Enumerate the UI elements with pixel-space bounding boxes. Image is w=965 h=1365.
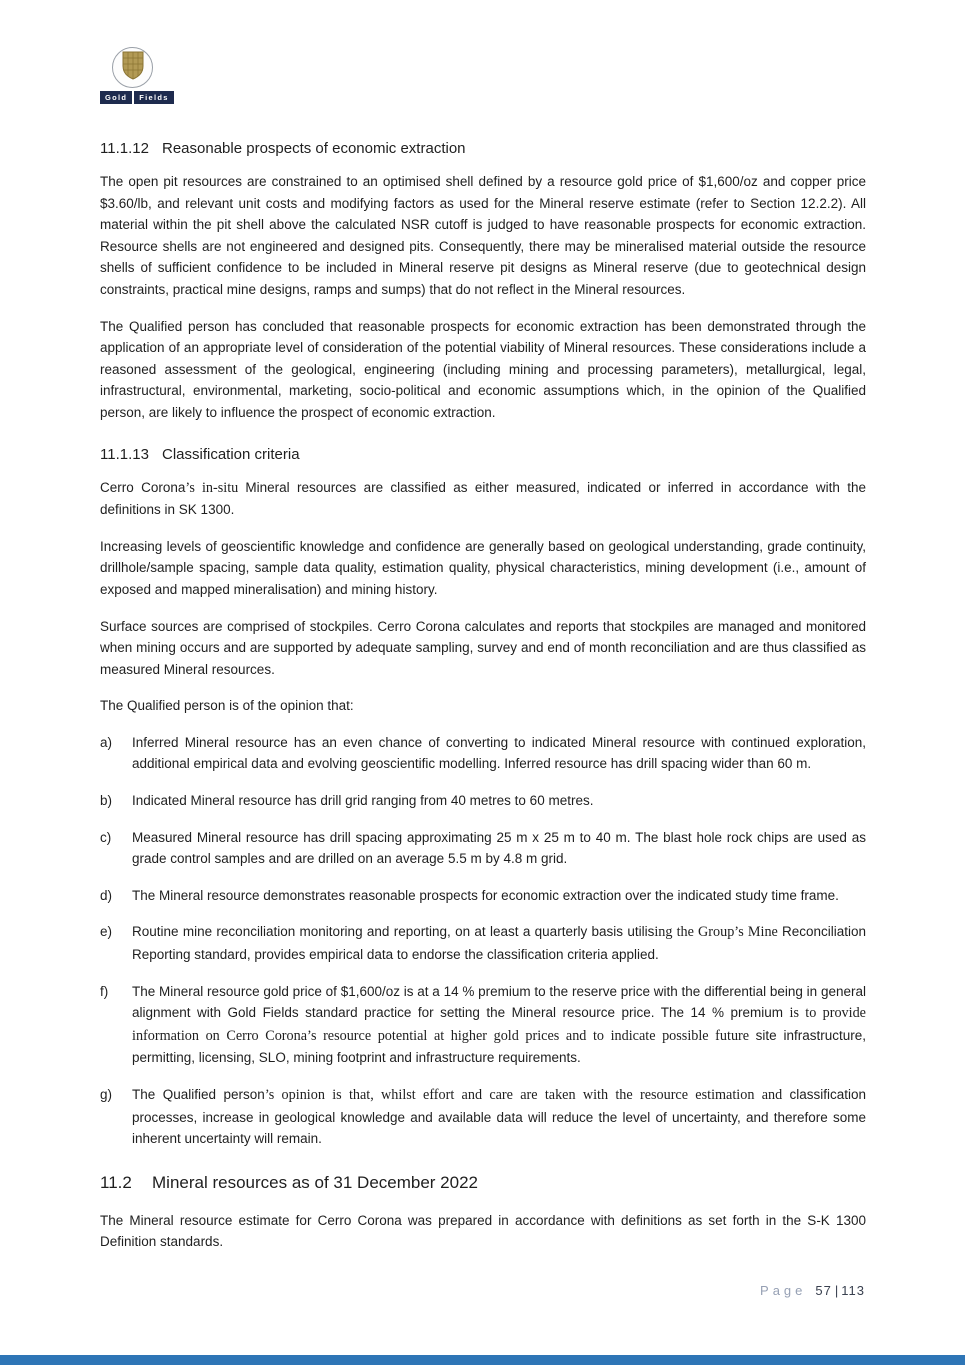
text-run: Routine mine reconciliation monitoring and reporting, on at least a quarterly basis utilis bbox=[132, 924, 655, 940]
text-run: Reconciliation Reporting standard, provides empirical data to endorse the classification criteria applied. bbox=[132, 924, 866, 963]
list-item-f bbox=[100, 981, 866, 1069]
paragraph-opinion-intro: The Qualified person is of the opinion that: bbox=[100, 698, 354, 714]
footer-page-label: Page bbox=[760, 1283, 807, 1298]
text-run-serif: ing the Group’s Mine bbox=[654, 924, 782, 941]
paragraph-open-pit-resources: The open pit resources are constrained to an optimised shell defined by a resource gold price of $1,600/oz and copper price $3.60/lb, and relevant unit costs and modifying factors as used for the Mineral reserve estimate (refer to Section 12.2.2). All material within the pit shell above the calculated NSR cutoff is judged to have reasonable prospects for economic extraction. Resource shells are not engineered and designed pits. Consequently, there may be mineralised material outside the resource shells of sufficient confidence to be included in Mineral reserve pit designs as Mineral reserve (due to geotechnical design constraints, practical mine designs, ramps and sumps) that do not reflect in the Mineral resources. bbox=[100, 174, 866, 297]
list-item-label: a) bbox=[100, 734, 113, 750]
section-number: 11.1.13 bbox=[100, 445, 149, 463]
list-item-b bbox=[100, 790, 866, 812]
section-number: 11.2 bbox=[100, 1172, 132, 1192]
footer-page-total: 113 bbox=[841, 1283, 865, 1298]
text-run: The Qualified person bbox=[132, 1087, 265, 1102]
list-item-g bbox=[100, 1084, 866, 1150]
logo-circle bbox=[112, 47, 153, 88]
gold-fields-logo bbox=[100, 47, 192, 104]
page-content bbox=[100, 0, 866, 1268]
list-item-label: g) bbox=[100, 1087, 113, 1102]
list-item-text: Indicated Mineral resource has drill grid ranging from 40 metres to 60 metres. bbox=[132, 793, 594, 809]
paragraph-qualified-person-concluded: The Qualified person has concluded that reasonable prospects for economic extraction has been demonstrated through the application of an appropriate level of consideration of the potential viability of Mineral resources. These considerations include a reasoned assessment of the geological, engineering (including mining and processing parameters), metallurgical, legal, infrastructural, environmental, marketing, socio-political and economic assumptions which, in the opinion of the Qualified person, are likely to influence the prospect of economic extraction. bbox=[100, 318, 866, 420]
text-run: Mineral resources are classified as either measured, indicated or inferred in accordance with the definitions in SK 1300. bbox=[100, 479, 866, 518]
text-run: Cerro Corona bbox=[100, 479, 186, 495]
list-item-text bbox=[132, 981, 866, 1069]
bottom-accent-bar bbox=[0, 1355, 965, 1365]
footer-page-number: 57 bbox=[815, 1283, 832, 1298]
paragraph-surface-sources: Surface sources are comprised of stockpiles. Cerro Corona calculates and reports that stockpiles are managed and monitored when mining occurs and are supported by adequate sampling, survey and end of month reconciliation and are thus classified as measured Mineral resources. bbox=[100, 618, 866, 677]
paragraph-geoscientific-knowledge: Increasing levels of geoscientific knowledge and confidence are generally based on geological understanding, grade continuity, drillhole/sample spacing, sample data quality, estimation quality, physical characteristics, mining development (i.e., amount of exposed and mapped mineralisation) and mining history. bbox=[100, 538, 866, 597]
list-item-label: d) bbox=[100, 887, 113, 903]
text-run-serif: ’s in-situ bbox=[185, 479, 246, 496]
gold-fields-crest-icon bbox=[120, 50, 146, 85]
section-number: 11.1.12 bbox=[100, 140, 149, 157]
section-title: Classification criteria bbox=[162, 445, 300, 463]
list-item-text bbox=[132, 921, 866, 965]
section-heading-11-1-13 bbox=[100, 446, 866, 463]
list-item-text: The Mineral resource demonstrates reasonable prospects for economic extraction over the indicated study time frame. bbox=[132, 887, 839, 903]
footer-page-separator: | bbox=[834, 1283, 839, 1298]
section-heading-11-1-12 bbox=[100, 140, 866, 157]
list-item-label: b) bbox=[100, 793, 113, 809]
list-item-e bbox=[100, 921, 866, 965]
text-run-serif: is to provide information on Cerro Corona’s resource potential at higher gold prices and to indicate possible future bbox=[132, 1005, 866, 1044]
logo-gold-box: Gold bbox=[100, 91, 132, 104]
logo-wordmark bbox=[100, 91, 192, 104]
list-item-label: c) bbox=[100, 829, 112, 845]
list-item-c bbox=[100, 827, 866, 870]
text-run: The Mineral resource gold price of $1,600/oz is at a 14 % premium to the reserve price with the differential being in general alignment with Gold Fields standard practice for setting the Mineral resource price. The 14 % premium bbox=[132, 983, 866, 1021]
list-item-label: e) bbox=[100, 924, 113, 940]
list-item-text bbox=[132, 1084, 866, 1150]
text-run: site infrastructure, permitting, licensing, SLO, mining footprint and infrastructure requirements. bbox=[132, 1027, 866, 1066]
text-run-serif: ’s opinion is that, whilst effort and care are taken with the resource estimation and bbox=[264, 1087, 790, 1103]
list-item-a bbox=[100, 732, 866, 775]
logo-fields-box: Fields bbox=[134, 91, 173, 104]
list-item-text: Measured Mineral resource has drill spacing approximating 25 m x 25 m to 40 m. The blast hole rock chips are used as grade control samples and are drilled on an average 5.5 m by 4.8 m grid. bbox=[132, 829, 866, 867]
section-heading-11-2 bbox=[100, 1173, 866, 1193]
page-footer bbox=[760, 1283, 865, 1298]
text-run: classification processes, increase in geological knowledge and available data will reduce the level of uncertainty, and therefore some inherent uncertainty will remain. bbox=[132, 1087, 867, 1147]
list-item-text: Inferred Mineral resource has an even chance of converting to indicated Mineral resource with continued exploration, additional empirical data and evolving geoscientific modelling. Inferred resource has drill spacing wider than 60 m. bbox=[132, 734, 866, 772]
paragraph-resource-estimate: The Mineral resource estimate for Cerro Corona was prepared in accordance with definitions as set forth in the S-K 1300 Definition standards. bbox=[100, 1212, 866, 1250]
paragraph-classification-insitu bbox=[100, 477, 866, 521]
list-item-d bbox=[100, 885, 866, 907]
section-title: Reasonable prospects of economic extraction bbox=[162, 140, 466, 157]
section-title: Mineral resources as of 31 December 2022 bbox=[152, 1172, 478, 1192]
list-item-label: f) bbox=[100, 983, 109, 999]
